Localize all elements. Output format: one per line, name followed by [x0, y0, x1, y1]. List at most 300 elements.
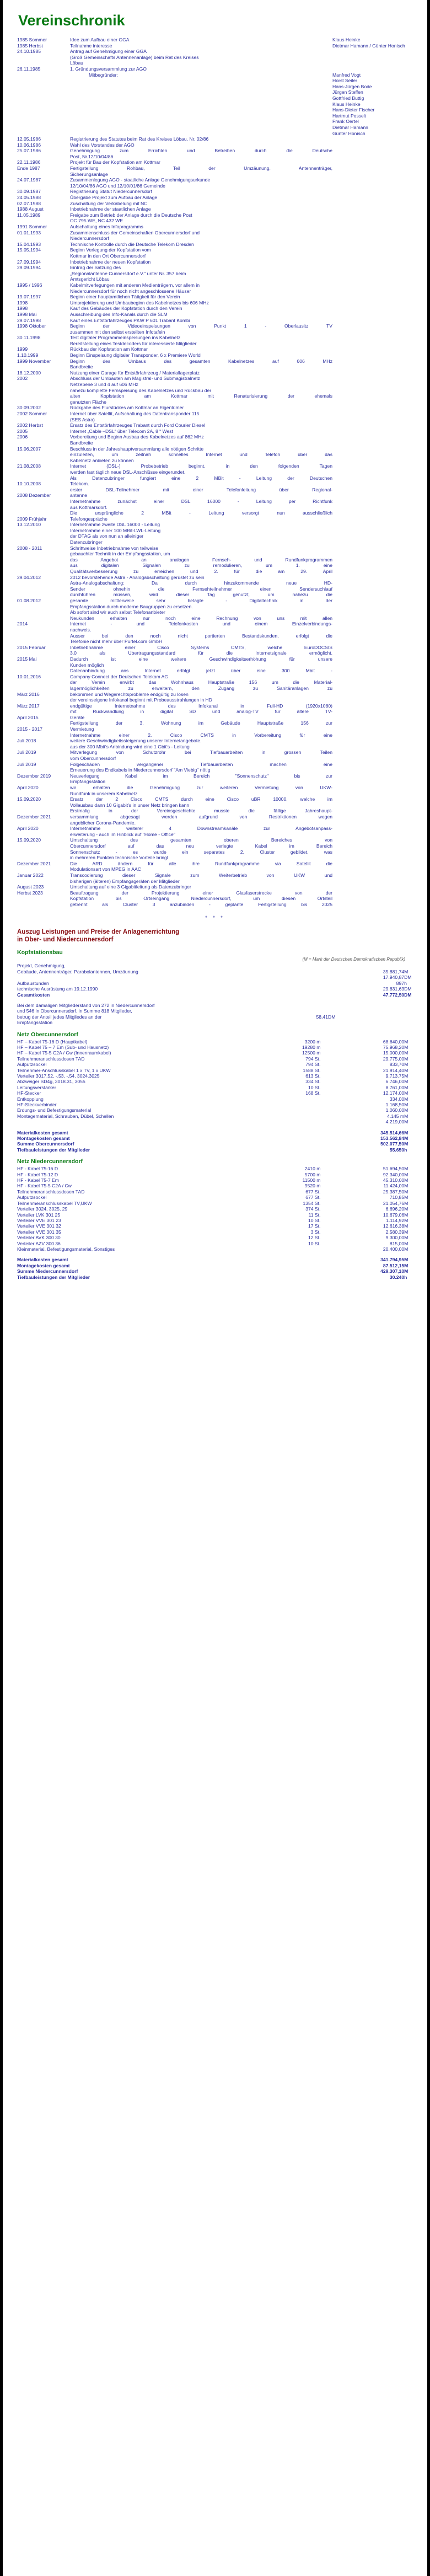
chronicle-description: [70, 107, 332, 113]
cost-row: [17, 1183, 430, 1188]
chronicle-extra: [332, 796, 430, 802]
chronicle-description: Nutzung einer Garage für Entstörfahrzeug / Materiallagerplatz: [70, 369, 200, 376]
chronicle-date: 2002 Sommer: [17, 411, 47, 416]
chronicle-extra: [332, 230, 430, 236]
chronicle-row: [17, 843, 430, 849]
cost-row: [17, 1189, 430, 1195]
cost-quantity: 794 St.: [305, 1062, 321, 1068]
chronicle-row: [17, 242, 430, 248]
chronicle-extra: [332, 592, 430, 598]
net-ober-section-title: Netz Obercunnersdorf: [17, 1031, 78, 1038]
chronicle-extra: [332, 662, 430, 668]
chronicle-date: [17, 60, 70, 66]
chronicle-description: [70, 131, 332, 137]
prices-heading: [17, 928, 420, 944]
chronicle-extra: [332, 159, 430, 165]
chronicle-description: Vorbereitung und Beginn Ausbau des Kabelnetzes auf 862 MHz: [70, 434, 204, 440]
chronicle-row: [17, 668, 430, 674]
chronicle-date: 02.07.1988: [17, 200, 41, 206]
chronicle-date: 1998: [17, 299, 28, 306]
chronicle-date: Dezember 2021: [17, 813, 51, 820]
cost-row: [17, 1195, 430, 1200]
chronicle-description: Internet „Cable –DSL“ über Telecom 2A, 8 “ West: [70, 428, 173, 434]
chronicle-row: [17, 890, 430, 896]
chronicle-description: Kabelnetz anbieten zu können: [70, 457, 134, 463]
chronicle-description: Ab sofort sind wir auch selbst Telefonanbieter: [70, 609, 165, 615]
cost-value: 429.307,10: [380, 1268, 405, 1274]
chronicle-row: [17, 201, 430, 207]
chronicle-extra: [332, 148, 430, 154]
cost-label: Tiefbauleistungen der Mitglieder: [17, 1274, 90, 1280]
cost-value: 2.580,39: [385, 1229, 405, 1235]
currency-note: (M = Mark der Deutschen Demokratischen Republik): [302, 957, 405, 962]
chronicle-date: März 2016: [17, 691, 40, 697]
chronicle-extra: [332, 201, 430, 207]
chronicle-extra: [332, 639, 430, 645]
chronicle-row: [17, 306, 430, 312]
chronicle-date: [17, 569, 70, 575]
chronicle-date: 15.06.2007: [17, 446, 41, 452]
cost-quantity: [255, 1130, 320, 1136]
chronicle-row: [17, 820, 430, 826]
cost-quantity: [255, 1113, 320, 1119]
cost-quantity: 10 St.: [308, 1217, 321, 1223]
chronicle-description: wir erhalten die Genehmigung zur weiteren Vermietung von UKW-: [70, 785, 332, 790]
cost-quantity: 613 St.: [305, 1073, 321, 1079]
chronicle-table: [17, 37, 430, 907]
chronicle-description: [70, 84, 332, 90]
founder-label: [70, 107, 135, 113]
cost-quantity: [255, 963, 320, 968]
cost-row: [17, 1177, 430, 1183]
chronicle-description: aus digitalen Signalen zu remodulieren, um 1. eine: [70, 563, 332, 569]
chronicle-extra: [332, 539, 430, 545]
chronicle-row: [17, 463, 430, 469]
cost-row: [17, 1068, 430, 1073]
chronicle-date: 30.09.2002: [17, 405, 41, 411]
chronicle-description: Beauftragung der Projektierung einer Glasfaserstrecke von der: [70, 890, 332, 896]
chronicle-description: Kottmar in den Ort Obercunnersdorf: [70, 253, 146, 259]
chronicle-date: [17, 720, 70, 726]
cost-quantity: 12 St.: [308, 1235, 321, 1241]
chronicle-extra: [332, 726, 430, 732]
chronicle-row: [17, 300, 430, 306]
chronicle-date: [17, 580, 70, 586]
chronicle-date: [17, 551, 70, 557]
chronicle-extra: [332, 533, 430, 539]
chronicle-extra: [332, 580, 430, 586]
chronicle-description: Vermietung: [70, 726, 94, 732]
cost-row: [17, 1166, 430, 1171]
chronicle-row: [17, 709, 430, 715]
chronicle-date: [17, 440, 70, 446]
chronicle-row: [17, 172, 430, 178]
chronicle-row: [17, 674, 430, 680]
cost-currency: M: [404, 1188, 409, 1195]
cost-row: [17, 1062, 430, 1067]
total-row: [17, 1257, 430, 1262]
cost-currency: [404, 963, 430, 968]
page-title: Vereinschronik: [18, 12, 125, 29]
total-row: [17, 1141, 430, 1147]
chronicle-date: 1.10.1999: [17, 352, 39, 358]
chronicle-date: [17, 662, 70, 668]
chronicle-extra: [332, 779, 430, 785]
chronicle-date: 1999: [17, 346, 28, 352]
chronicle-date: [17, 510, 70, 516]
chronicle-date: [17, 253, 70, 259]
chronicle-date: 2002: [17, 376, 28, 382]
cost-currency: M: [404, 1113, 409, 1119]
cost-quantity: [255, 969, 320, 974]
chronicle-description: [70, 101, 332, 108]
chronicle-date: [17, 84, 70, 90]
chronicle-description: Schrittweise Inbetriebnahme von teilweise: [70, 545, 159, 551]
chronicle-row: [17, 522, 430, 528]
chronicle-date: [17, 756, 70, 762]
chronicle-row: [17, 265, 430, 271]
chronicle-extra: [332, 446, 430, 452]
chronicle-date: 2014: [17, 621, 28, 627]
cost-row: [17, 1102, 430, 1107]
cost-value: 12.616,38: [383, 1223, 405, 1229]
chronicle-extra: [332, 429, 430, 435]
chronicle-row: [17, 159, 430, 165]
chronicle-row: [17, 382, 430, 388]
chronicle-description: weitere Geschwindigkeitssteigerung unserer Internetangebote.: [70, 738, 202, 744]
chronicle-extra: [332, 271, 430, 277]
chronicle-row: [17, 434, 430, 440]
cost-currency: M: [404, 1223, 409, 1229]
chronicle-row: [17, 744, 430, 750]
cost-label: HF – Kabel 75-5 C2A / Cw (Innenraumkabel): [17, 1050, 111, 1056]
chronicle-row: [17, 808, 430, 814]
chronicle-description: Kunden möglich: [70, 662, 104, 668]
chronicle-extra: [332, 826, 430, 832]
cost-currency: M: [404, 1129, 409, 1136]
chronicle-date: [17, 183, 70, 189]
chronicle-description: der Verein erwirbt das Wohnhaus Hauptstraße 156 um die Material-: [70, 679, 332, 685]
cost-value: 4.219,00: [385, 1119, 405, 1125]
cost-quantity: 374 St.: [305, 1206, 321, 1212]
cost-value: 502.077,50: [380, 1141, 405, 1147]
chronicle-extra: [332, 586, 430, 592]
chronicle-row: [17, 37, 430, 43]
total-row: [17, 1274, 430, 1280]
cost-label: Aufputzsockel: [17, 1195, 47, 1201]
chronicle-row: [17, 749, 430, 756]
chronicle-row: [17, 837, 430, 843]
cost-value: [320, 963, 404, 968]
chronicle-extra: [332, 866, 430, 872]
chronicle-row: [17, 528, 430, 534]
chronicle-description: Transcodierung dieser Signale zum Weiterbetrieb von UKW und: [70, 872, 332, 878]
chronicle-description: Umschaltung des gesamten oberen Bereiches von: [70, 837, 332, 843]
chronicle-description: aus Kottmarsdorf.: [70, 504, 108, 510]
chronicle-extra: [332, 563, 430, 569]
chronicle-extra: [332, 879, 430, 885]
chronicle-row: [17, 569, 430, 575]
cost-label: Projekt, Genehmigung,: [17, 963, 66, 969]
chronicle-description: Zusammenlegung AGO - staatliche Anlage Genehmigungsurkunde: [70, 177, 211, 183]
chronicle-extra: [332, 300, 430, 306]
chronicle-date: [17, 469, 70, 475]
chronicle-extra: [332, 417, 430, 423]
chronicle-date: [17, 528, 70, 534]
chronicle-extra: [332, 668, 430, 674]
chronicle-extra: [332, 528, 430, 534]
chronicle-extra: [332, 382, 430, 388]
chronicle-date: [17, 650, 70, 656]
cost-row: [17, 1229, 430, 1235]
cost-currency: M: [404, 1171, 409, 1177]
chronicle-description: Modulationsart von MPEG in AAC: [70, 866, 141, 872]
chronicle-row: [17, 107, 430, 113]
chronicle-description: Sonnenschutz - es wurde ein separates 2. Cluster gebildet, was: [70, 849, 332, 855]
chronicle-extra: [332, 756, 430, 762]
chronicle-row: [17, 884, 430, 890]
chronicle-description: 12/10/04/86 AGO und 12/10/01/86 Gemeinde: [70, 183, 165, 189]
chronicle-row: [17, 539, 430, 545]
chronicle-description: Internetnahme weiterer 4 Downstreamkanäle zur Angebotsanpass-: [70, 826, 332, 832]
chronicle-date: Dezember 2021: [17, 860, 51, 866]
cost-currency: DM: [404, 986, 412, 992]
chronicle-extra: [332, 388, 430, 394]
chronicle-description: Ausser bei den noch nicht portierten Bestandskunden, erfolgt die: [70, 633, 332, 639]
cost-value: 4.145 m: [387, 1113, 405, 1119]
chronicle-description: Beginn des Umbaus des gesamten Kabelnetzes auf 606 MHz: [70, 358, 332, 364]
chronicle-extra: [332, 773, 430, 779]
chronicle-extra: [332, 621, 430, 627]
chronicle-extra: [332, 837, 430, 843]
chronicle-extra: [332, 872, 430, 879]
chronicle-description: Wahl des Vorstandes der AGO: [70, 142, 135, 148]
cost-label: Erdungs- und Befestigungsmaterial: [17, 1107, 92, 1113]
chronicle-extra: [332, 346, 430, 352]
chronicle-description: Internet (DSL-) Probebetrieb beginnt, in den folgenden Tagen: [70, 463, 332, 469]
chronicle-date: 15.04.1993: [17, 241, 41, 247]
chronicle-description: lagermöglichkeiten zu erweitern, den Zugang zu Sanitäranlagen zu: [70, 685, 332, 691]
chronicle-row: [17, 101, 430, 108]
spacer-row: [17, 1125, 430, 1130]
chronicle-date: [17, 271, 70, 277]
chronicle-extra: [332, 288, 430, 294]
cost-label: Verteiler VVE 301 23: [17, 1217, 61, 1223]
chronicle-row: [17, 814, 430, 820]
chronicle-date: [17, 633, 70, 639]
cost-quantity: [255, 1096, 320, 1102]
cost-value: 21.054,76: [383, 1200, 405, 1206]
cost-label: HF – Kabel 75 – 7 Em (Sub- und Hausnetz): [17, 1044, 109, 1050]
chronicle-row: [17, 399, 430, 405]
total-row: [17, 1136, 430, 1141]
chronicle-row: [17, 866, 430, 872]
chronicle-description: Vollausbau dann 10 Gigabit's in unser Netz bringen kann: [70, 802, 190, 808]
cost-label: HF - Kabel 75-5 C2A / Cw: [17, 1183, 72, 1189]
chronicle-description: Sender ohnehin die Fernsehteilnehmer einen Sendersuchlauf: [70, 586, 332, 592]
chronicle-date: 11.05.1989: [17, 212, 41, 218]
chronicle-extra: Günter Honisch: [332, 130, 366, 136]
chronicle-date: [17, 388, 70, 394]
chronicle-date: [17, 802, 70, 808]
cost-value: 51.694,50: [383, 1166, 405, 1172]
cost-label: Materialkosten gesamt: [17, 1257, 68, 1263]
chronicle-extra: [332, 516, 430, 522]
chronicle-description: Test digitaler Programmeinspeisungen ins Kabelnetz: [70, 335, 181, 341]
chronicle-extra: [332, 242, 430, 248]
chronicle-row: [17, 505, 430, 511]
chronicle-description: Dadurch ist eine weitere Geschwindigkeitserhöhung für unsere: [70, 656, 332, 662]
cost-row: [17, 1039, 430, 1045]
cost-currency: h: [404, 980, 407, 986]
chronicle-extra: [332, 656, 430, 662]
chronicle-row: [17, 78, 430, 84]
chronicle-date: [17, 499, 70, 505]
cost-currency: M: [404, 1084, 409, 1090]
chronicle-date: 2002 Herbst: [17, 422, 43, 429]
chronicle-date: [17, 843, 70, 849]
cost-row: [17, 1218, 430, 1223]
chronicle-date: [17, 592, 70, 598]
chronicle-row: [17, 148, 430, 154]
chronicle-extra: [332, 259, 430, 265]
chronicle-row: [17, 586, 430, 592]
chronicle-extra: [332, 609, 430, 615]
chronicle-date: März 2017: [17, 703, 40, 709]
chronicle-row: [17, 861, 430, 867]
cost-currency: M: [404, 1062, 409, 1068]
chronicle-date: 12.05.1986: [17, 136, 41, 142]
chronicle-date: 26.11.1985: [17, 66, 41, 72]
cost-currency: M: [404, 1166, 409, 1172]
chronicle-extra: [332, 855, 430, 861]
chronicle-date: [17, 107, 70, 113]
cost-currency: M: [404, 1102, 409, 1107]
founder-label: [70, 84, 135, 90]
chronicle-description: nahezu komplette Fernspeisung des Kabelnetzes und Rückbau der: [70, 387, 212, 393]
chronicle-description: Idee zum Aufbau einer GGA: [70, 37, 130, 42]
cost-currency: h: [404, 1274, 407, 1280]
chronicle-date: [17, 235, 70, 242]
chronicle-date: [17, 131, 70, 137]
cost-value: 45.310,00: [383, 1177, 405, 1183]
cost-label: Aufbaustunden: [17, 980, 49, 986]
chronicle-description: Telefonie nicht mehr über Purtel.com GmbH: [70, 639, 163, 645]
cost-label: Verteiler AVK 300 30: [17, 1235, 61, 1241]
chronicle-description: Niedercunnersdorf für noch nicht angeschlossene Häuser: [70, 288, 191, 294]
chronicle-date: 2006: [17, 434, 28, 440]
chronicle-extra: [332, 276, 430, 282]
chronicle-row: [17, 282, 430, 288]
chronicle-date: Ende 1987: [17, 165, 40, 172]
chronicle-date: 1995 / 1996: [17, 282, 42, 288]
cost-currency: M: [404, 1195, 409, 1201]
cost-currency: M: [404, 1268, 409, 1274]
cost-value: 334,00: [389, 1096, 405, 1102]
founder-label: Mitbegründer:: [89, 72, 119, 78]
chronicle-row: [17, 545, 430, 551]
cost-currency: M: [404, 1206, 409, 1212]
cost-label: Gesamtkosten: [17, 992, 50, 998]
chronicle-description: Löbau: [70, 60, 83, 66]
chronicle-extra: [332, 352, 430, 358]
chronicle-date: [17, 668, 70, 674]
chronicle-description: Internetnahme zweite DSL 16000 - Leitung: [70, 522, 160, 528]
chronicle-extra: [332, 136, 430, 142]
chronicle-description: Beginn Verlegung der Kopfstation vom: [70, 247, 151, 253]
cost-quantity: 677 St.: [305, 1188, 321, 1195]
chronicle-row: [17, 458, 430, 464]
chronicle-extra: [332, 785, 430, 791]
cost-row: [17, 1206, 430, 1212]
chronicle-description: (SES Astra): [70, 416, 95, 422]
cost-currency: DM: [328, 1014, 336, 1020]
chronicle-extra: [332, 738, 430, 744]
cost-label: Gebäude, Antennenträger, Parabolantennen, Umzäunung: [17, 968, 138, 974]
cost-quantity: [255, 974, 320, 980]
cost-row: [17, 1085, 430, 1090]
chronicle-date: 15.09.2020: [17, 796, 41, 802]
chronicle-date: 1998 Oktober: [17, 323, 46, 329]
chronicle-extra: [332, 481, 430, 487]
cost-row: [17, 1014, 430, 1026]
cost-currency: M: [404, 1050, 409, 1056]
chronicle-description: Die ursprüngliche 2 MBit - Leitung versorgt nun ausschließlich: [70, 510, 332, 516]
chronicle-date: 13.12.2010: [17, 522, 41, 528]
chronicle-extra: [332, 206, 430, 212]
chronicle-row: [17, 557, 430, 563]
chronicle-extra: [332, 791, 430, 797]
founder-label: [70, 125, 135, 131]
chronicle-date: [17, 399, 70, 405]
chronicle-description: OC 795 WE, NC 432 WE: [70, 218, 123, 224]
cost-label: Summe Obercunnersdorf: [17, 1141, 74, 1147]
cost-row: [17, 981, 430, 986]
cost-row: [17, 1096, 430, 1102]
net-nieder-section-title: Netz Niedercunnersdorf: [17, 1158, 83, 1165]
cost-quantity: [255, 1147, 320, 1153]
chronicle-row: [17, 779, 430, 785]
chronicle-description: durchführen müssen, wird dieser Tag genutzt, um nahezu die: [70, 592, 332, 598]
cost-quantity: [121, 1014, 224, 1026]
cost-value: 29.775,00: [383, 1056, 405, 1062]
cost-value: 58,41: [316, 1014, 328, 1020]
chronicle-extra: [332, 265, 430, 271]
cost-quantity: [255, 1141, 320, 1147]
chronicle-date: [17, 172, 70, 178]
cost-value: 8.761,00: [385, 1084, 405, 1090]
chronicle-extra: [332, 218, 430, 224]
chronicle-row: [17, 376, 430, 382]
chronicle-row: [17, 253, 430, 259]
chronicle-description: [70, 95, 332, 101]
chronicle-row: [17, 60, 430, 66]
cost-label: Verteiler 3017.52, -.53, -.54, 3024.3025: [17, 1073, 100, 1079]
chronicle-description: Internet - und Telefonkosten und einem Einzelverbindungs-: [70, 621, 332, 627]
chronicle-description: Inbetriebnahme einer Cisco Systems CMTS, welche EuroDOCSIS: [70, 644, 332, 650]
chronicle-row: [17, 563, 430, 569]
cost-quantity: [255, 1107, 320, 1113]
cost-quantity: [255, 1102, 320, 1107]
chronicle-date: [17, 341, 70, 347]
chronicle-row: [17, 393, 430, 399]
chronicle-description: einzuleiten, um zeitnah schnelles Internet und Telefon über das: [70, 452, 332, 458]
cost-currency: M: [404, 1212, 409, 1218]
cost-row: [17, 1212, 430, 1218]
chronicle-description: Company Connect der Deutschen Telekom AG: [70, 673, 169, 679]
chronicle-description: Sicherungsanlage: [70, 171, 108, 177]
chronicle-row: [17, 732, 430, 738]
